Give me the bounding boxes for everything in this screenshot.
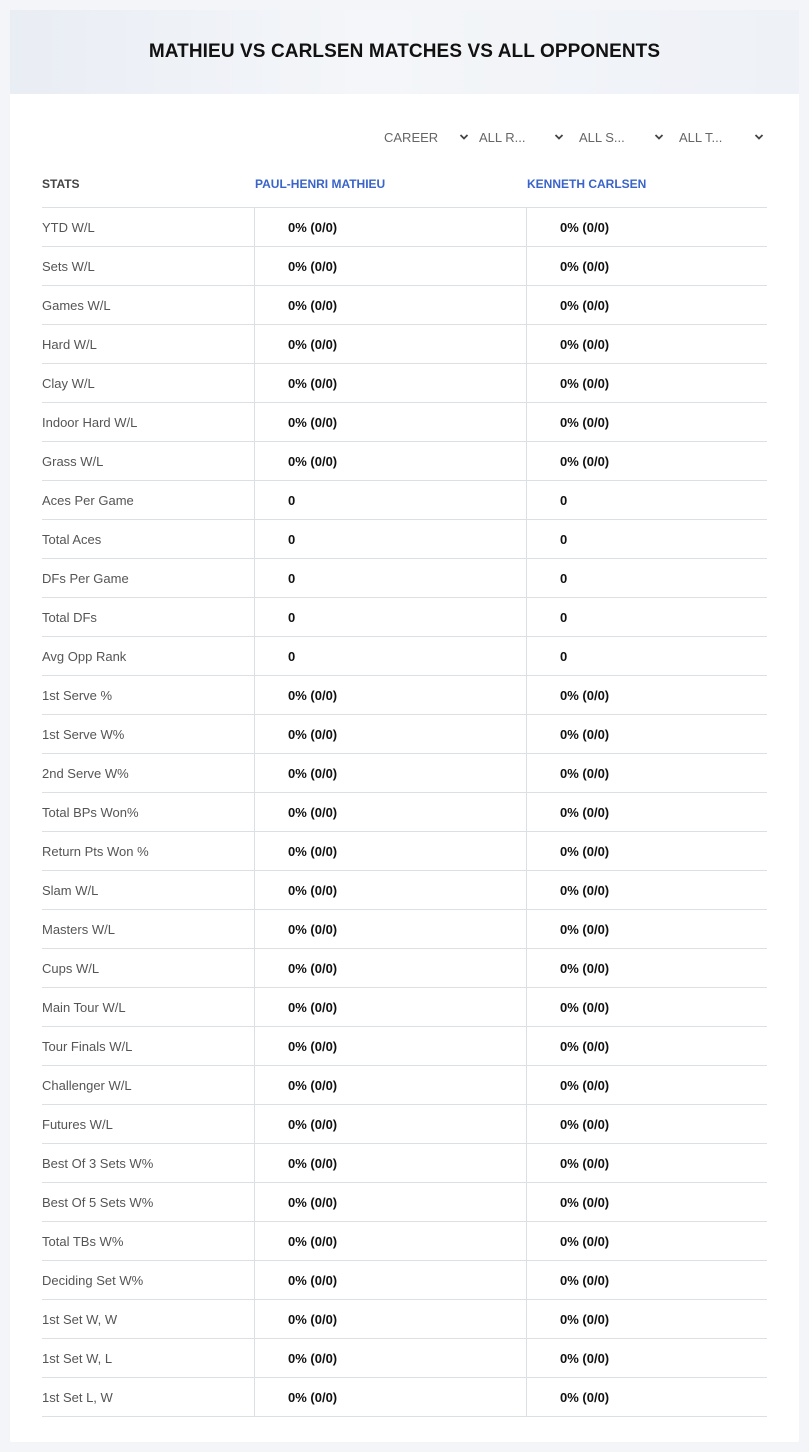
- player1-value: 0% (0/0): [254, 1144, 526, 1182]
- table-row: [42, 793, 767, 832]
- table-row: [42, 247, 767, 286]
- table-row: [42, 637, 767, 676]
- player1-value: 0% (0/0): [254, 949, 526, 987]
- player2-value: 0: [526, 481, 767, 519]
- filter-label: ALL S...: [579, 129, 625, 145]
- stat-label: Sets W/L: [42, 258, 95, 274]
- player2-value: 0: [526, 559, 767, 597]
- table-row: [42, 1300, 767, 1339]
- table-row: [42, 364, 767, 403]
- table-row: [42, 1339, 767, 1378]
- card-header: [10, 10, 799, 94]
- stat-label: Futures W/L: [42, 1116, 113, 1132]
- stat-label: Tour Finals W/L: [42, 1038, 133, 1054]
- player1-value: 0% (0/0): [254, 1339, 526, 1377]
- player1-value: 0% (0/0): [254, 364, 526, 402]
- stat-label: 1st Set L, W: [42, 1389, 113, 1405]
- player2-value: 0% (0/0): [526, 949, 767, 987]
- table-row: [42, 676, 767, 715]
- stat-label: YTD W/L: [42, 219, 95, 235]
- player1-value: 0% (0/0): [254, 910, 526, 948]
- stat-label: Total TBs W%: [42, 1233, 124, 1249]
- player1-value: 0% (0/0): [254, 988, 526, 1026]
- player1-value: 0: [254, 481, 526, 519]
- table-row: [42, 520, 767, 559]
- player1-value: 0% (0/0): [254, 1105, 526, 1143]
- filter-bar: [384, 126, 766, 148]
- player2-value: 0% (0/0): [526, 871, 767, 909]
- table-row: [42, 1222, 767, 1261]
- player2-value: 0% (0/0): [526, 1183, 767, 1221]
- player2-value: 0% (0/0): [526, 1378, 767, 1416]
- stat-label: Total Aces: [42, 531, 102, 547]
- player2-value: 0% (0/0): [526, 442, 767, 480]
- filter-label: ALL R...: [479, 129, 526, 145]
- player2-value: 0% (0/0): [526, 1144, 767, 1182]
- stat-label: Clay W/L: [42, 375, 95, 391]
- player1-value: 0% (0/0): [254, 1261, 526, 1299]
- player2-value: 0% (0/0): [526, 1300, 767, 1338]
- player1-value: 0: [254, 598, 526, 636]
- table-row: [42, 1105, 767, 1144]
- table-row: [42, 559, 767, 598]
- player2-value: 0% (0/0): [526, 1105, 767, 1143]
- table-row: [42, 910, 767, 949]
- player1-value: 0% (0/0): [254, 1027, 526, 1065]
- chevron-down-icon: [754, 132, 764, 142]
- player1-value: 0% (0/0): [254, 1378, 526, 1416]
- player2-value: 0% (0/0): [526, 1066, 767, 1104]
- player1-value: 0% (0/0): [254, 1066, 526, 1104]
- stat-label: Indoor Hard W/L: [42, 414, 138, 430]
- table-row: [42, 754, 767, 793]
- career-filter-dropdown[interactable]: [384, 126, 469, 148]
- player2-value: 0: [526, 637, 767, 675]
- player2-value: 0% (0/0): [526, 208, 767, 246]
- table-row: [42, 1066, 767, 1105]
- tournament-filter-dropdown[interactable]: [679, 126, 764, 148]
- table-row: [42, 988, 767, 1027]
- player1-value: 0: [254, 637, 526, 675]
- filter-label: CAREER: [384, 129, 439, 145]
- table-row: [42, 598, 767, 637]
- player2-value: 0% (0/0): [526, 364, 767, 402]
- table-row: [42, 442, 767, 481]
- player2-value: 0% (0/0): [526, 1261, 767, 1299]
- player1-value: 0% (0/0): [254, 1300, 526, 1338]
- table-row: [42, 1261, 767, 1300]
- player2-value: 0% (0/0): [526, 247, 767, 285]
- player1-value: 0% (0/0): [254, 208, 526, 246]
- table-row: [42, 325, 767, 364]
- stat-label: Avg Opp Rank: [42, 648, 127, 664]
- table-body: [42, 208, 767, 1417]
- stat-label: 1st Serve %: [42, 687, 113, 703]
- stat-label: Return Pts Won %: [42, 843, 149, 859]
- player1-value: 0% (0/0): [254, 1222, 526, 1260]
- table-row: [42, 949, 767, 988]
- surface-filter-dropdown[interactable]: [579, 126, 664, 148]
- table-row: [42, 832, 767, 871]
- player2-value: 0: [526, 598, 767, 636]
- player2-value: 0: [526, 520, 767, 558]
- stat-label: Grass W/L: [42, 453, 104, 469]
- table-row: [42, 1183, 767, 1222]
- page-title: MATHIEU VS CARLSEN MATCHES VS ALL OPPONENTS: [148, 41, 661, 62]
- stat-label: Best Of 3 Sets W%: [42, 1155, 154, 1171]
- player1-value: 0% (0/0): [254, 403, 526, 441]
- player2-value: 0% (0/0): [526, 988, 767, 1026]
- player2-value: 0% (0/0): [526, 1222, 767, 1260]
- stats-column-header: STATS: [42, 177, 80, 191]
- stat-label: Slam W/L: [42, 882, 99, 898]
- player1-value: 0% (0/0): [254, 832, 526, 870]
- chevron-down-icon: [459, 132, 469, 142]
- round-filter-dropdown[interactable]: [479, 126, 564, 148]
- player2-value: 0% (0/0): [526, 910, 767, 948]
- stat-label: 1st Serve W%: [42, 726, 125, 742]
- player1-value: 0% (0/0): [254, 715, 526, 753]
- player2-value: 0% (0/0): [526, 754, 767, 792]
- stats-card: [10, 10, 799, 1442]
- stat-label: 1st Set W, L: [42, 1350, 113, 1366]
- player1-value: 0% (0/0): [254, 1183, 526, 1221]
- stat-label: Deciding Set W%: [42, 1272, 144, 1288]
- stat-label: Total DFs: [42, 609, 97, 625]
- player2-value: 0% (0/0): [526, 286, 767, 324]
- player2-value: 0% (0/0): [526, 1027, 767, 1065]
- stat-label: 2nd Serve W%: [42, 765, 129, 781]
- stat-label: 1st Set W, W: [42, 1311, 118, 1327]
- player2-value: 0% (0/0): [526, 1339, 767, 1377]
- table-row: [42, 481, 767, 520]
- player2-column-header[interactable]: KENNETH CARLSEN: [527, 177, 647, 191]
- stat-label: Cups W/L: [42, 960, 100, 976]
- table-row: [42, 208, 767, 247]
- table-row: [42, 1144, 767, 1183]
- stat-label: Games W/L: [42, 297, 111, 313]
- player1-value: 0% (0/0): [254, 676, 526, 714]
- player2-value: 0% (0/0): [526, 793, 767, 831]
- player2-value: 0% (0/0): [526, 832, 767, 870]
- table-header: [42, 160, 767, 208]
- player2-value: 0% (0/0): [526, 403, 767, 441]
- player1-value: 0% (0/0): [254, 247, 526, 285]
- stat-label: Aces Per Game: [42, 492, 134, 508]
- stat-label: Main Tour W/L: [42, 999, 126, 1015]
- player1-value: 0: [254, 520, 526, 558]
- table-row: [42, 871, 767, 910]
- stat-label: DFs Per Game: [42, 570, 129, 586]
- table-row: [42, 286, 767, 325]
- table-row: [42, 403, 767, 442]
- stat-label: Total BPs Won%: [42, 804, 139, 820]
- player2-value: 0% (0/0): [526, 325, 767, 363]
- filter-label: ALL T...: [679, 129, 723, 145]
- stat-label: Masters W/L: [42, 921, 115, 937]
- table-row: [42, 1378, 767, 1417]
- player1-value: 0% (0/0): [254, 871, 526, 909]
- player1-value: 0% (0/0): [254, 754, 526, 792]
- player2-value: 0% (0/0): [526, 715, 767, 753]
- player1-value: 0% (0/0): [254, 325, 526, 363]
- chevron-down-icon: [554, 132, 564, 142]
- player1-column-header[interactable]: PAUL-HENRI MATHIEU: [255, 177, 386, 191]
- stat-label: Challenger W/L: [42, 1077, 132, 1093]
- stats-table: [42, 160, 767, 1417]
- player1-value: 0: [254, 559, 526, 597]
- table-row: [42, 715, 767, 754]
- chevron-down-icon: [654, 132, 664, 142]
- player2-value: 0% (0/0): [526, 676, 767, 714]
- table-row: [42, 1027, 767, 1066]
- player1-value: 0% (0/0): [254, 286, 526, 324]
- stat-label: Hard W/L: [42, 336, 97, 352]
- player1-value: 0% (0/0): [254, 793, 526, 831]
- stat-label: Best Of 5 Sets W%: [42, 1194, 154, 1210]
- player1-value: 0% (0/0): [254, 442, 526, 480]
